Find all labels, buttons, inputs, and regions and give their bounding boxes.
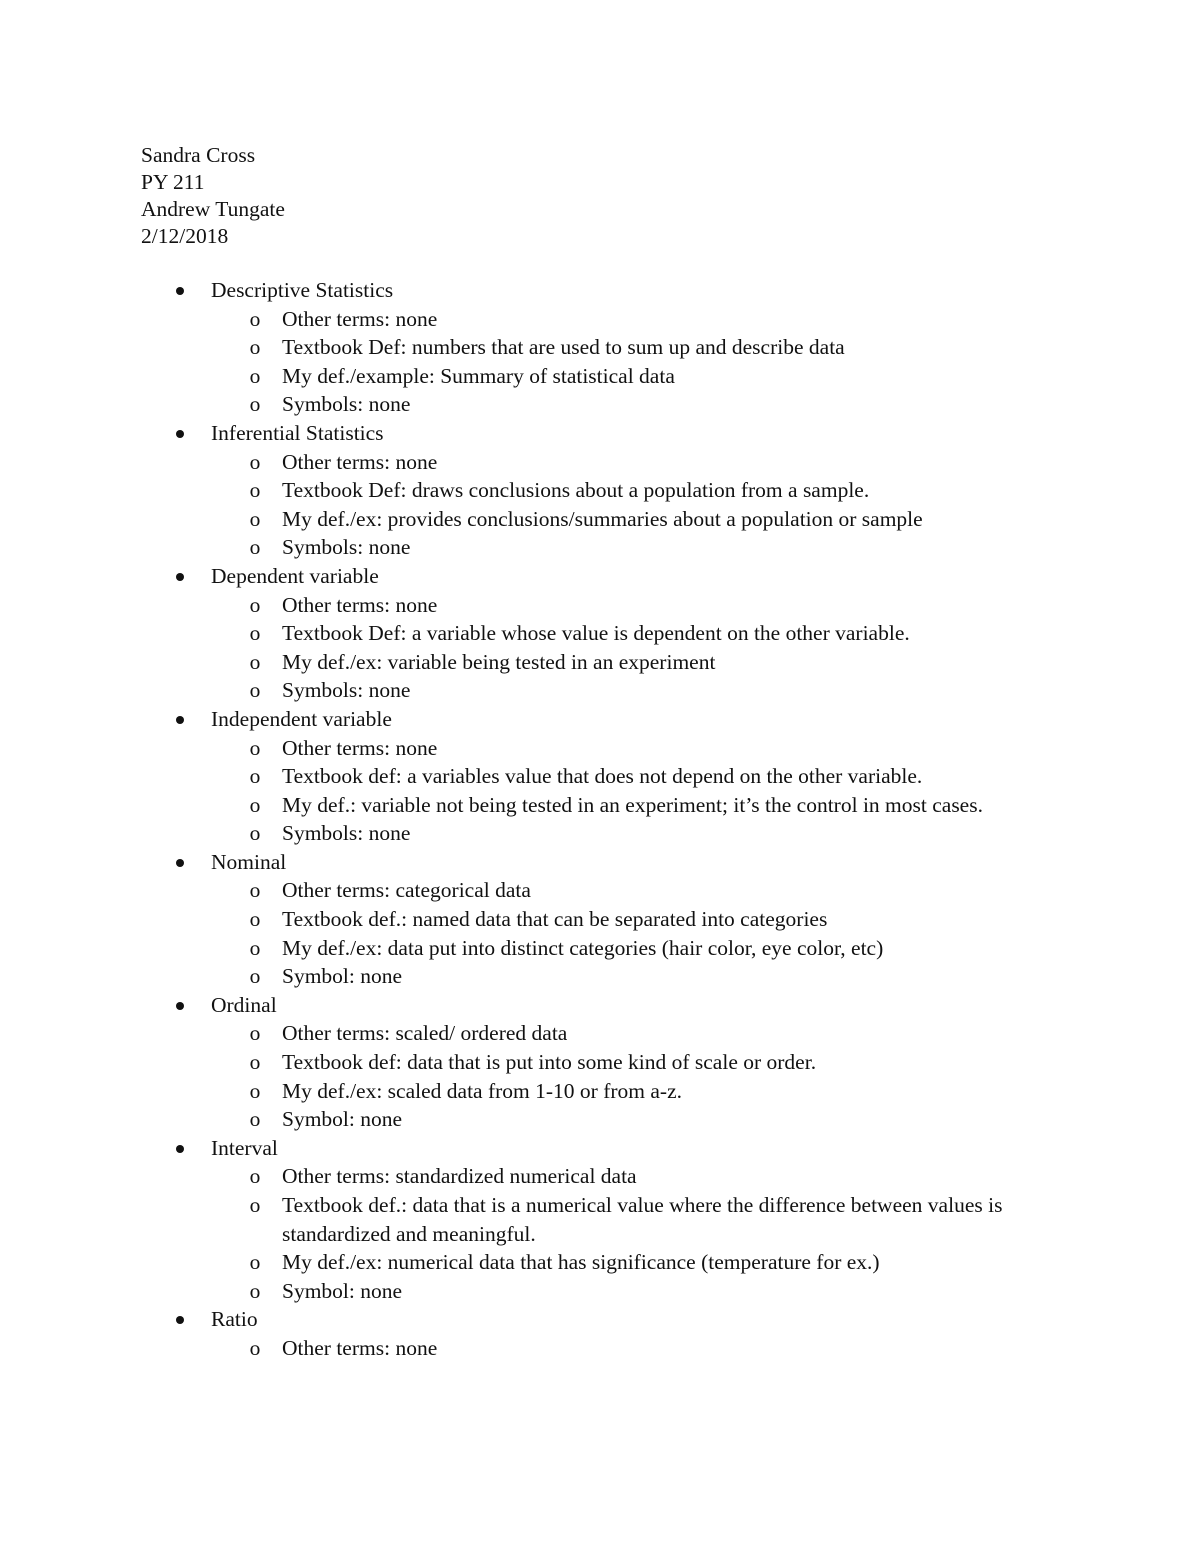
term-subitem [0, 505, 1200, 534]
sub-bullet-marker: o [249, 1278, 261, 1303]
term-subitem [0, 619, 1200, 648]
term-item [0, 562, 1200, 591]
bullet-dot-icon [176, 1002, 184, 1010]
subitem-text: Textbook def.: data that is a numerical value where the difference between values is standardized and meaningful. [282, 1193, 1003, 1246]
sub-bullet-marker: o [249, 907, 261, 932]
subitem-text: Other terms: none [282, 449, 438, 474]
term-item [0, 848, 1200, 877]
sub-bullet-marker: o [249, 1050, 261, 1075]
sub-bullet-marker: o [249, 964, 261, 989]
term-label: Descriptive Statistics [211, 278, 394, 302]
term-subitem [0, 1334, 1200, 1363]
bullet-dot-icon [176, 859, 184, 867]
sub-bullet-marker: o [249, 935, 261, 960]
term-subitem [0, 333, 1200, 362]
subitem-text: My def./example: Summary of statistical data [282, 363, 675, 388]
term-subitem [0, 533, 1200, 562]
term-item [0, 1134, 1200, 1163]
term-subitem [0, 591, 1200, 620]
sub-bullet-marker: o [249, 649, 261, 674]
sub-bullet-marker: o [249, 506, 261, 531]
sub-bullet-marker: o [249, 621, 261, 646]
term-label: Dependent variable [211, 563, 379, 588]
term-label: Interval [211, 1135, 278, 1160]
sub-bullet-marker: o [249, 878, 261, 903]
term-subitem [0, 676, 1200, 705]
subitem-text: Symbol: none [282, 1278, 403, 1303]
subitem-text: My def./ex: variable being tested in an experiment [282, 649, 716, 674]
subitem-text: Textbook Def: a variable whose value is dependent on the other variable. [282, 621, 910, 646]
sub-bullet-marker: o [249, 592, 261, 617]
subitem-text: My def./ex: scaled data from 1-10 or from a-z. [282, 1078, 682, 1103]
subitem-text: My def.: variable not being tested in an experiment; it’s the control in most cases. [282, 792, 983, 817]
term-item [0, 276, 1200, 305]
term-subitem [0, 648, 1200, 677]
term-subitem [0, 905, 1200, 934]
subitem-text: Other terms: none [282, 592, 438, 617]
subitem-text: My def./ex: numerical data that has significance (temperature for ex.) [282, 1250, 880, 1275]
term-subitem [0, 448, 1200, 477]
subitem-text: Other terms: standardized numerical data [282, 1164, 637, 1189]
sub-bullet-marker: o [249, 764, 261, 789]
bullet-dot-icon [176, 287, 184, 295]
sub-bullet-marker: o [249, 1021, 261, 1046]
sub-bullet-marker: o [249, 1164, 261, 1189]
document-header [141, 142, 285, 250]
subitem-text: Textbook def.: named data that can be separated into categories [282, 907, 828, 932]
sub-bullet-marker: o [249, 821, 261, 846]
course-code: PY 211 [141, 170, 205, 194]
term-subitem [0, 819, 1200, 848]
bullet-dot-icon [176, 716, 184, 724]
subitem-text: Symbols: none [282, 678, 411, 703]
term-label: Nominal [211, 849, 287, 874]
term-subitem [0, 305, 1200, 334]
subitem-text: Other terms: categorical data [282, 878, 531, 903]
subitem-text: Other terms: scaled/ ordered data [282, 1021, 568, 1046]
sub-bullet-marker: o [249, 1250, 261, 1275]
sub-bullet-marker: o [249, 1078, 261, 1103]
term-subitem [0, 1277, 1200, 1306]
sub-bullet-marker: o [249, 306, 261, 331]
term-subitem [0, 390, 1200, 419]
sub-bullet-marker: o [249, 449, 261, 474]
sub-bullet-marker: o [249, 335, 261, 360]
sub-bullet-marker: o [249, 535, 261, 560]
subitem-text: Symbols: none [282, 392, 411, 417]
bullet-dot-icon [176, 573, 184, 581]
term-item [0, 419, 1200, 448]
term-label: Ordinal [211, 992, 277, 1017]
sub-bullet-marker: o [249, 478, 261, 503]
term-subitem [0, 762, 1200, 791]
term-subitem [0, 962, 1200, 991]
student-name: Sandra Cross [141, 143, 256, 167]
sub-bullet-marker: o [249, 735, 261, 760]
term-subitem [0, 1162, 1200, 1191]
document-date: 2/12/2018 [141, 224, 229, 248]
subitem-text: My def./ex: data put into distinct categories (hair color, eye color, etc) [282, 935, 884, 960]
subitem-text: Other terms: none [282, 306, 438, 331]
sub-bullet-marker: o [249, 1335, 261, 1360]
term-subitem [0, 1248, 1200, 1277]
term-subitem [0, 1191, 1200, 1248]
subitem-text: Symbol: none [282, 964, 403, 989]
sub-bullet-marker: o [249, 392, 261, 417]
term-subitem [0, 362, 1200, 391]
subitem-text: Symbols: none [282, 535, 411, 560]
term-item [0, 1305, 1200, 1334]
subitem-text: Textbook Def: draws conclusions about a population from a sample. [282, 478, 870, 503]
subitem-text: Other terms: none [282, 1335, 438, 1360]
term-subitem [0, 934, 1200, 963]
bullet-dot-icon [176, 1316, 184, 1324]
subitem-text: Symbols: none [282, 821, 411, 846]
subitem-text: Textbook def: data that is put into some kind of scale or order. [282, 1050, 817, 1075]
term-item [0, 991, 1200, 1020]
sub-bullet-marker: o [249, 363, 261, 388]
subitem-text: Textbook def: a variables value that does not depend on the other variable. [282, 764, 923, 789]
term-subitem [0, 476, 1200, 505]
terms-outline [0, 276, 1200, 1363]
sub-bullet-marker: o [249, 1107, 261, 1132]
term-subitem [0, 1019, 1200, 1048]
subitem-text: My def./ex: provides conclusions/summaries about a population or sample [282, 506, 923, 531]
instructor-name: Andrew Tungate [141, 197, 285, 221]
bullet-dot-icon [176, 430, 184, 438]
term-subitem [0, 1048, 1200, 1077]
subitem-text: Symbol: none [282, 1107, 403, 1132]
term-label: Ratio [211, 1307, 258, 1332]
sub-bullet-marker: o [249, 792, 261, 817]
subitem-text: Other terms: none [282, 735, 438, 760]
term-subitem [0, 876, 1200, 905]
term-subitem [0, 1077, 1200, 1106]
term-subitem [0, 734, 1200, 763]
term-label: Independent variable [211, 706, 392, 731]
term-label: Inferential Statistics [211, 420, 384, 445]
sub-bullet-marker: o [249, 1193, 261, 1217]
term-subitem [0, 1105, 1200, 1134]
term-item [0, 705, 1200, 734]
bullet-dot-icon [176, 1145, 184, 1153]
term-subitem [0, 791, 1200, 820]
sub-bullet-marker: o [249, 678, 261, 703]
subitem-text: Textbook Def: numbers that are used to sum up and describe data [282, 335, 845, 360]
